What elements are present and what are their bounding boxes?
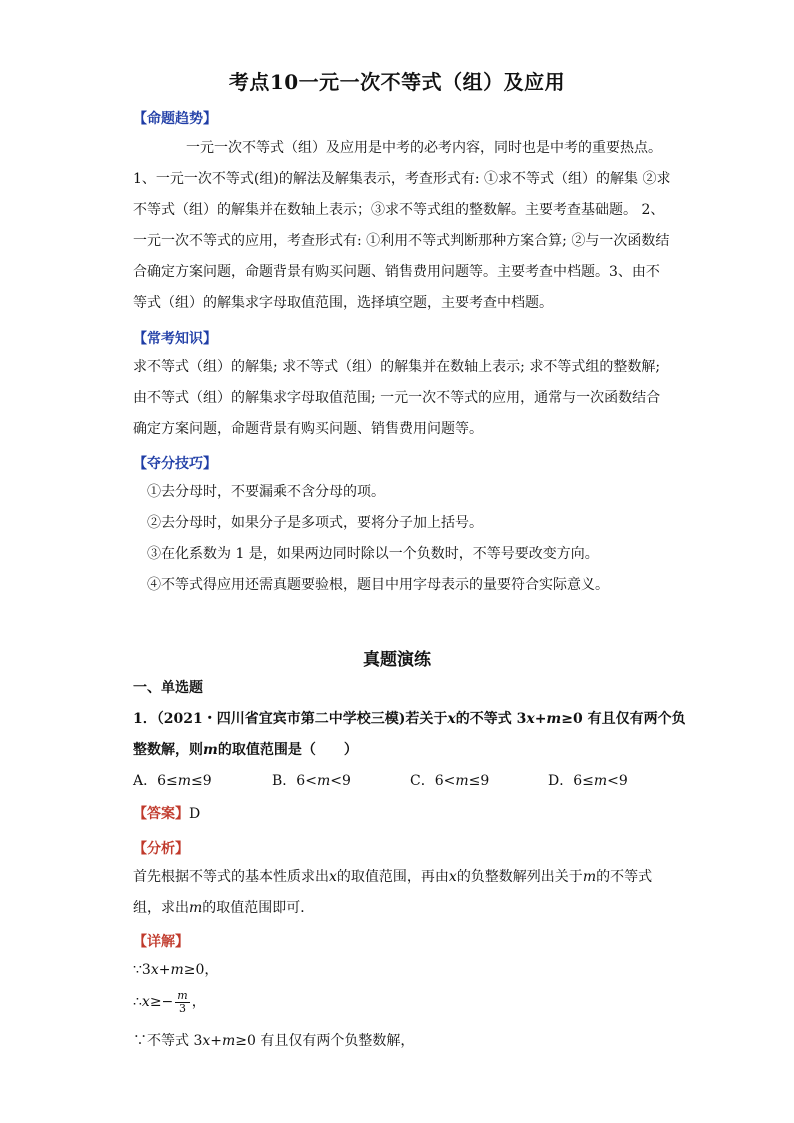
analysis-line-1: 首先根据不等式的基本性质求出x的取值范围，再由x的负整数解列出关于m的不等式 bbox=[133, 869, 653, 885]
answer-heading: 【答案】 bbox=[133, 806, 189, 822]
trend-line: 1、一元一次不等式(组)的解法及解集表示，考查形式有: ①求不等式（组）的解集 ②求 bbox=[133, 171, 671, 187]
trend-line: 一元一次不等式（组）及应用是中考的必考内容，同时也是中考的重要热点。 bbox=[186, 140, 662, 156]
answer-line bbox=[133, 799, 200, 830]
option-c: C．6<m≤9 bbox=[410, 773, 490, 789]
option-a: A．6≤m≤9 bbox=[133, 773, 212, 789]
knowledge-line: 确定方案问题，命题背景有购买问题、销售费用问题等。 bbox=[133, 421, 483, 437]
trend-line: 合确定方案问题，命题背景有购买问题、销售费用问题等。主要考查中档题。3、由不 bbox=[133, 264, 660, 280]
practice-heading: 真题演练 bbox=[363, 650, 431, 670]
trend-line: 一元一次不等式的应用，考查形式有: ①利用不等式判断那种方案合算; ②与一次函数结 bbox=[133, 233, 670, 249]
tip-item: ①去分母时，不要漏乘不含分母的项。 bbox=[147, 484, 385, 500]
tip-item: ④不等式得应用还需真题要验根，题目中用字母表示的量要符合实际意义。 bbox=[147, 577, 609, 593]
tips-heading: 【夺分技巧】 bbox=[133, 456, 217, 472]
question-line-2: 整数解，则m的取值范围是（ ） bbox=[133, 742, 358, 758]
detail-step-2: ∴x≥− $\frac{m}{3}$ ， bbox=[133, 988, 206, 1015]
page-title: 考点10一元一次不等式（组）及应用 bbox=[228, 70, 566, 94]
fraction: $\frac{m}{3}$ bbox=[177, 988, 188, 1015]
option-d: D．6≤m<9 bbox=[548, 773, 628, 789]
trend-line: 不等式（组）的解集并在数轴上表示；③求不等式组的整数解。主要考查基础题。 2、 bbox=[133, 202, 665, 218]
analysis-line-2: 组，求出m的取值范围即可． bbox=[133, 900, 315, 916]
detail-step-3: ∵不等式 3x+m≥0 有且仅有两个负整数解， bbox=[133, 1033, 415, 1049]
option-b: B．6<m<9 bbox=[272, 773, 351, 789]
trend-heading: 【命题趋势】 bbox=[133, 111, 217, 127]
knowledge-line: 求不等式（组）的解集; 求不等式（组）的解集并在数轴上表示; 求不等式组的整数解; bbox=[133, 359, 661, 375]
knowledge-line: 由不等式（组）的解集求字母取值范围; 一元一次不等式的应用，通常与一次函数结合 bbox=[133, 390, 661, 406]
tip-item: ③在化系数为 1 是，如果两边同时除以一个负数时，不等号要改变方向。 bbox=[147, 546, 599, 562]
trend-line: 等式（组）的解集求字母取值范围，选择填空题，主要考查中档题。 bbox=[133, 295, 553, 311]
part-heading: 一、单选题 bbox=[133, 680, 203, 696]
detail-heading: 【详解】 bbox=[133, 934, 189, 950]
answer-value: D bbox=[189, 806, 201, 822]
analysis-heading: 【分析】 bbox=[133, 841, 189, 857]
question-line-1: 1．（2021・四川省宜宾市第二中学校三模)若关于x的不等式 3x+m≥0 有且仅有两个负 bbox=[133, 711, 686, 727]
knowledge-heading: 【常考知识】 bbox=[133, 331, 217, 347]
tip-item: ②去分母时，如果分子是多项式，要将分子加上括号。 bbox=[147, 515, 483, 531]
detail-step-1: ∵3x+m≥0， bbox=[133, 962, 219, 978]
